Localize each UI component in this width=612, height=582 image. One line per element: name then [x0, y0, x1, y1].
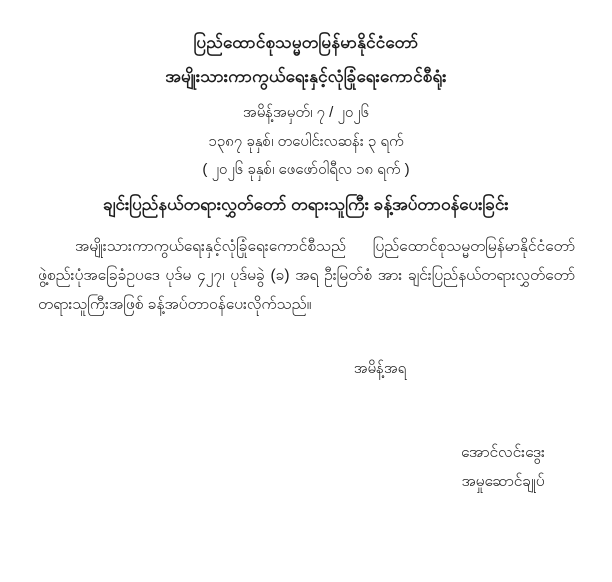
state-title: ပြည်ထောင်စုသမ္မတမြန်မာနိုင်ငံတော် — [193, 33, 419, 52]
order-number-line: အမိန့်အမှတ်၊ ၇ / ၂၀၂၆ — [242, 104, 370, 121]
signatory-title: အမှုဆောင်ချုပ် — [461, 473, 545, 490]
myanmar-calendar-date-line: ၁၃၈၇ ခုနှစ်၊ တပေါင်းလဆန်း ၃ ရက် — [208, 133, 404, 150]
signatory-name: အောင်လင်းဒွေး — [461, 444, 545, 461]
signature-block — [398, 439, 608, 497]
gregorian-date-line: ( ၂၀၂၆ ခုနှစ်၊ ဖေဖော်ဝါရီလ ၁၈ ရက် ) — [202, 161, 410, 178]
by-order-label: အမိန့်အရ — [353, 360, 407, 377]
office-title: အမျိုးသားကာကွယ်ရေးနှင့်လုံခြုံရေးကောင်စီရုံး — [165, 67, 447, 86]
subject-title: ချင်းပြည်နယ်တရားလွှတ်တော် တရားသူကြီး ခန့်အပ်တာဝန်ပေးခြင်း — [103, 195, 509, 214]
body-paragraph: အမျိုးသားကာကွယ်ရေးနှင့်လုံခြုံရေးကောင်စီသည် ပြည်ထောင်စုသမ္မတမြန်မာနိုင်ငံတော် ဖွဲ့စည်းပုံအခြေခံဥပဒေ ပုဒ်မ ၄၂၇၊ ပုဒ်မခွဲ (ခ) အရ ဦးမြတ်စံ အား ချင်းပြည်နယ်တရားလွှတ်တော် တရားသူကြီးအဖြစ် ခန့်အပ်တာဝန်ပေးလိုက်သည်။ — [38, 238, 575, 313]
